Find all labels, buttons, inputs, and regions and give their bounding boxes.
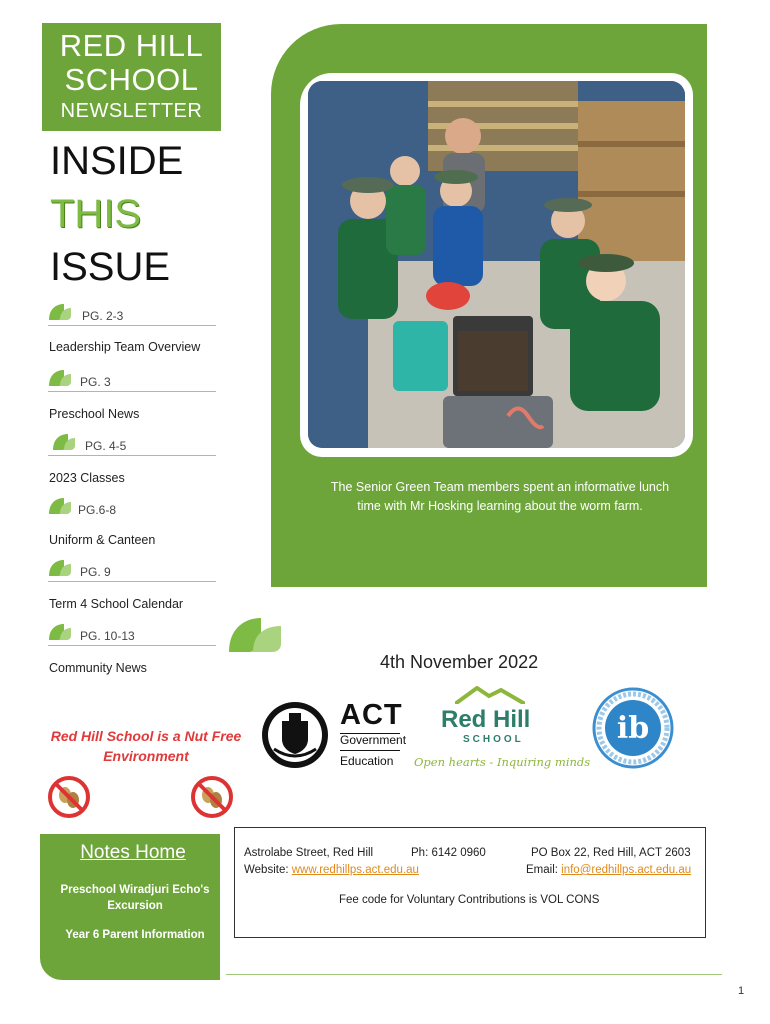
ib-logo xyxy=(591,686,675,770)
website-label: Website: xyxy=(244,864,289,876)
act-crest-logo xyxy=(260,699,330,771)
green-team-photo xyxy=(308,81,685,448)
act-logo-text: ACT xyxy=(340,699,403,731)
toc-page-6: PG. 10-13 xyxy=(80,629,135,643)
leaf-icon xyxy=(227,616,283,654)
masthead-line-2: SCHOOL xyxy=(64,62,199,97)
page-number: 1 xyxy=(738,985,745,997)
notes-home-title: Notes Home xyxy=(80,842,186,863)
redhill-logo-tagline: Open hearts - Inquiring minds xyxy=(414,755,591,769)
act-logo-government: Government xyxy=(340,733,407,747)
toc-title-1[interactable]: Leadership Team Overview xyxy=(49,340,201,354)
leaf-icon xyxy=(52,433,76,451)
leaf-icon xyxy=(48,497,72,515)
toc-title-6[interactable]: Community News xyxy=(49,661,147,675)
ib-letters: ib xyxy=(616,711,650,746)
leaf-icon xyxy=(48,303,72,321)
email-link[interactable]: info@redhillps.act.edu.au xyxy=(561,864,692,876)
redhill-logo-name: Red Hill xyxy=(441,706,531,733)
notes-item-2[interactable]: Year 6 Parent Information xyxy=(65,929,205,941)
leaf-icon xyxy=(48,623,72,641)
toc-page-1: PG. 2-3 xyxy=(82,309,124,323)
toc-page-4: PG.6-8 xyxy=(78,503,117,517)
footer-divider xyxy=(226,974,722,975)
photo-caption: The Senior Green Team members spent an informative lunch time with Mr Hosking learning about the worm farm. xyxy=(330,480,670,513)
toc-divider xyxy=(48,581,216,582)
notes-item-1[interactable]: Preschool Wiradjuri Echo's Excursion xyxy=(60,884,210,912)
toc-title-5[interactable]: Term 4 School Calendar xyxy=(49,597,184,611)
no-nuts-icon xyxy=(48,776,90,818)
photo-illustration xyxy=(308,81,685,448)
toc-divider xyxy=(48,645,216,646)
inside-heading-1: INSIDE xyxy=(50,139,184,183)
inside-heading-2: THIS xyxy=(50,192,142,236)
website-link[interactable]: www.redhillps.act.edu.au xyxy=(291,864,419,876)
contact-po-box: PO Box 22, Red Hill, ACT 2603 xyxy=(531,847,691,859)
masthead-line-1: RED HILL xyxy=(59,28,204,63)
ib-world-school-icon xyxy=(591,686,675,770)
toc-title-2[interactable]: Preschool News xyxy=(49,407,140,421)
toc-divider xyxy=(48,455,216,456)
inside-heading-3: ISSUE xyxy=(50,245,171,289)
newsletter-masthead xyxy=(42,23,221,131)
act-logo-education: Education xyxy=(340,754,394,768)
toc-title-4[interactable]: Uniform & Canteen xyxy=(49,533,156,547)
redhill-logo-school: SCHOOL xyxy=(463,734,524,745)
leaf-icon xyxy=(48,559,72,577)
nut-free-notice: Red Hill School is a Nut Free Environment xyxy=(50,728,242,764)
toc-title-3[interactable]: 2023 Classes xyxy=(49,471,125,485)
contact-phone: Ph: 6142 0960 xyxy=(411,847,486,859)
masthead-line-3: NEWSLETTER xyxy=(60,100,203,122)
newsletter-date: 4th November 2022 xyxy=(380,652,539,672)
contact-address: Astrolabe Street, Red Hill xyxy=(244,847,374,859)
toc-divider xyxy=(48,391,216,392)
toc-page-3: PG. 4-5 xyxy=(85,439,127,453)
contact-website-row xyxy=(244,864,419,876)
leaf-icon xyxy=(48,369,72,387)
crest-icon xyxy=(260,699,330,771)
no-nuts-icon xyxy=(191,776,233,818)
contact-box xyxy=(234,827,706,938)
fee-code-note: Fee code for Voluntary Contributions is VOL CONS xyxy=(339,894,600,906)
toc-divider xyxy=(48,325,216,326)
contact-email-row xyxy=(526,864,691,876)
act-logo-divider xyxy=(340,750,400,751)
mountain-icon xyxy=(455,686,525,704)
email-label: Email: xyxy=(526,864,558,876)
toc-page-5: PG. 9 xyxy=(80,565,111,579)
toc-page-2: PG. 3 xyxy=(80,375,111,389)
